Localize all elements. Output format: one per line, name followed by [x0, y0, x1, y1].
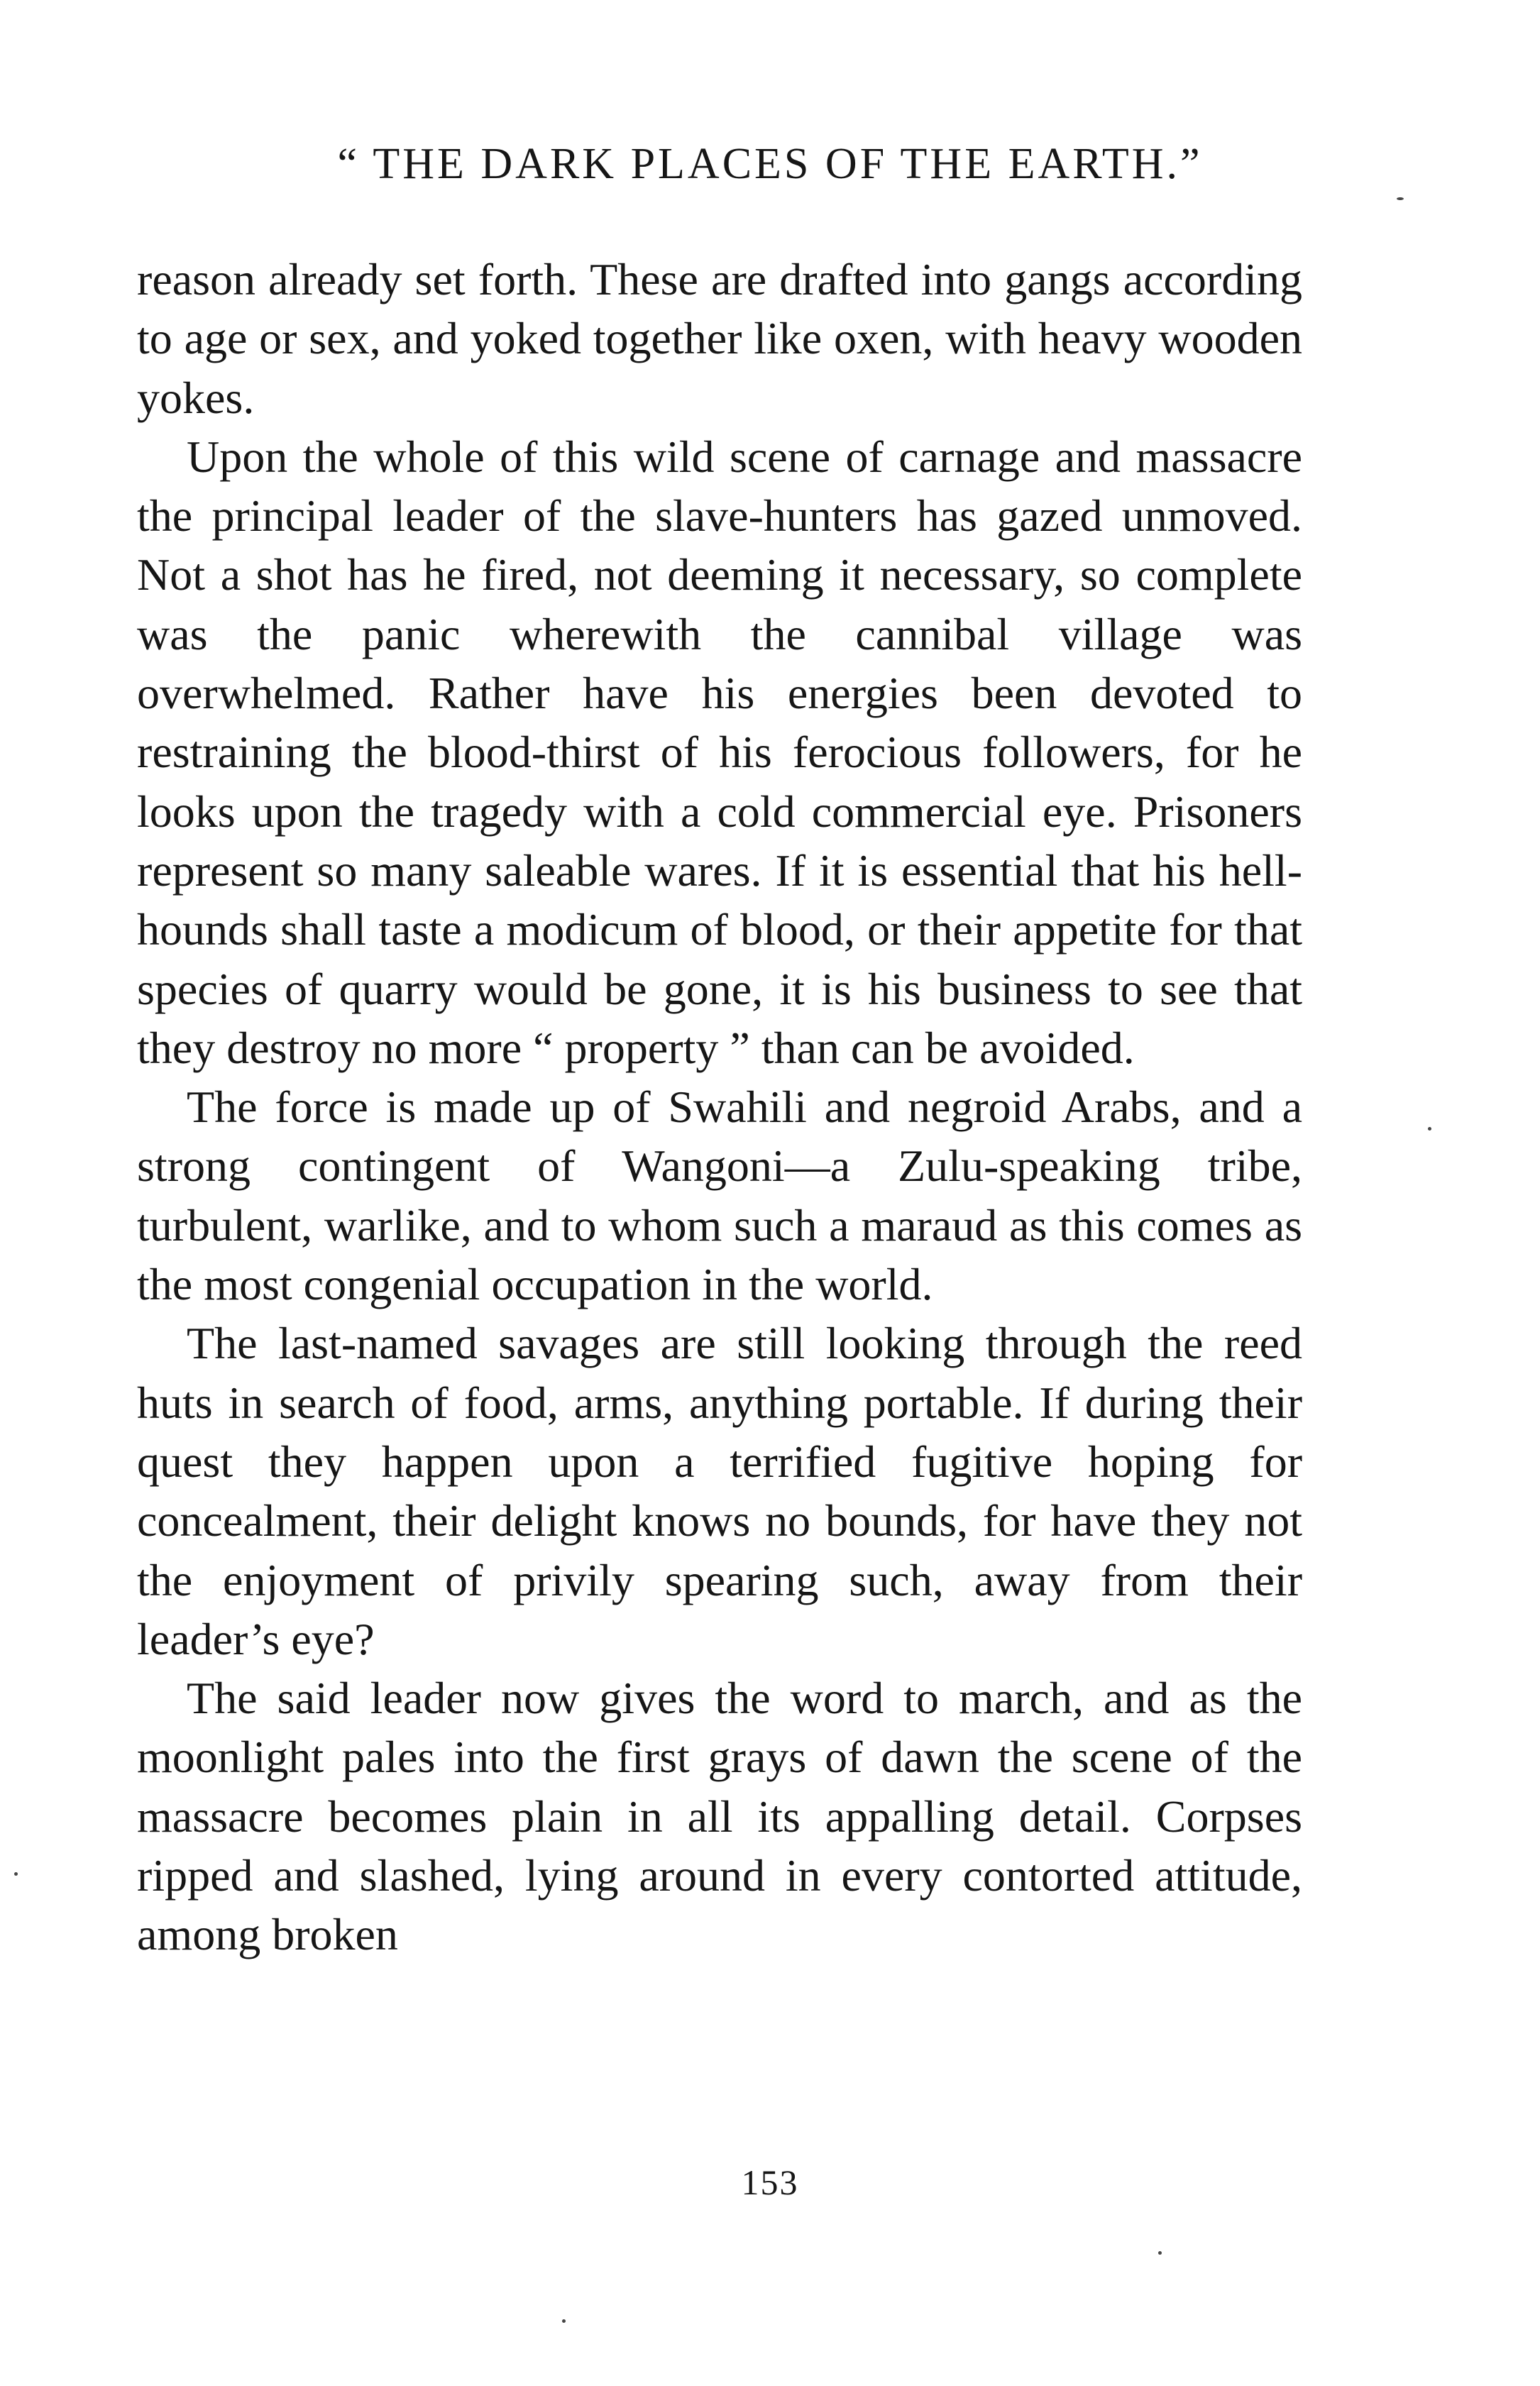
paragraph-4: The last-named savages are still looking through the reed huts in search of food, arms, anything portable. If during their quest they happen upon a terrified fugitive hoping for concealment, their delight knows no bounds, for have they not the enjoyment of privily spearing such, away from their leader’s eye? — [137, 1318, 1302, 1664]
paragraph-1: reason already set forth. These are drafted into gangs according to age or sex, and yoked together like oxen, with heavy wooden yokes. — [137, 254, 1302, 423]
scan-speck — [1158, 2251, 1162, 2255]
scan-speck — [1428, 1127, 1431, 1131]
scan-speck — [14, 1872, 18, 1876]
paragraph-2: Upon the whole of this wild scene of carnage and massacre the principal leader of the slave-hunters has gazed unmoved. Not a shot has he fired, not deeming it necessary, so complete was the panic wherewith the cannibal village was overwhelmed. Rather have his energies been devoted to restraining the blood-thirst of his ferocious followers, for he looks upon the tragedy with a cold commercial eye. Prisoners represent so many saleable wares. If it is essential that his hell-hounds shall taste a modicum of blood, or their appetite for that species of quarry would be gone, it is his business to see that they destroy no more “ property ” than can be avoided. — [137, 431, 1302, 1073]
running-head: “ THE DARK PLACES OF THE EARTH.” — [337, 140, 1203, 188]
scan-speck — [562, 2319, 566, 2323]
body-text — [137, 250, 1302, 1964]
paragraph-3: The force is made up of Swahili and negroid Arabs, and a strong contingent of Wangoni—a Zulu-speaking tribe, turbulent, warlike, and to whom such a maraud as this comes as the most congenial occupation in the world. — [137, 1082, 1302, 1310]
page-number: 153 — [741, 2162, 799, 2202]
paragraph-5: The said leader now gives the word to march, and as the moonlight pales into the first grays of dawn the scene of the massacre becomes plain in all its appalling detail. Corpses ripped and slashed, lying around in every contorted attitude, among broken — [137, 1673, 1302, 1960]
scan-speck — [1397, 197, 1404, 200]
